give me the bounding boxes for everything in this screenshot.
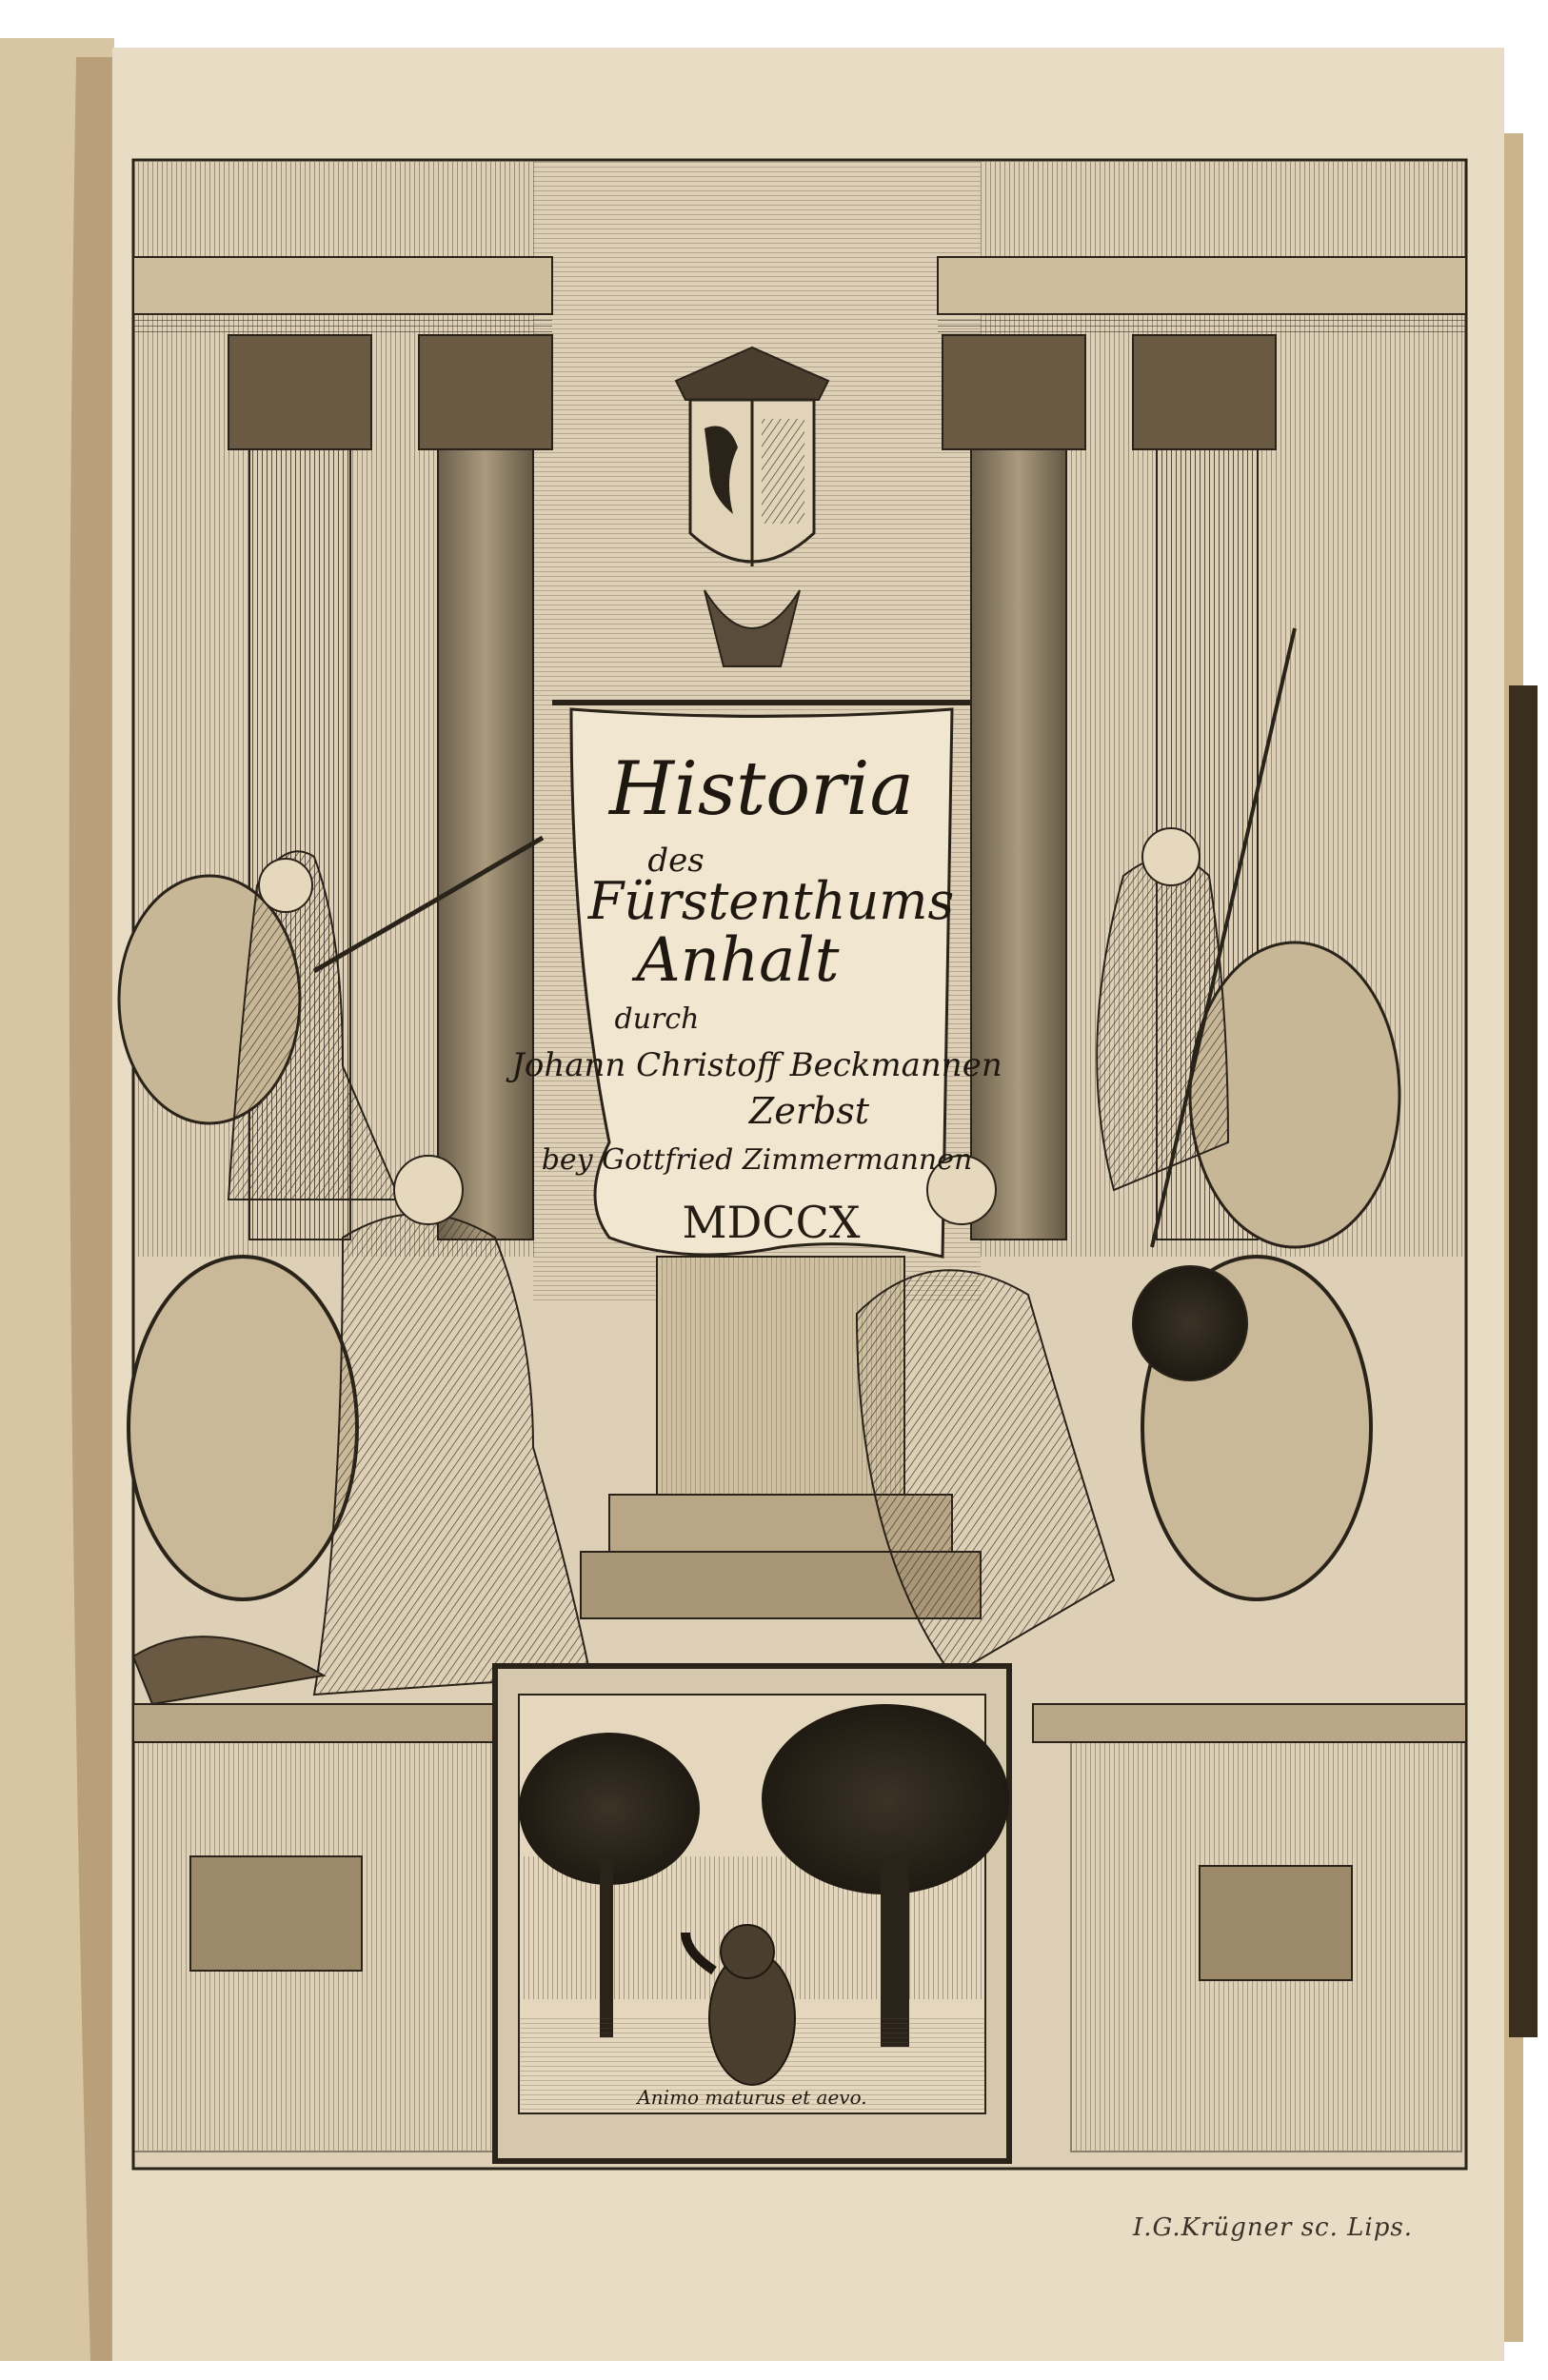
right-plinth bbox=[1033, 1704, 1466, 2152]
banner-year: MDCCX bbox=[682, 1197, 861, 1248]
banner-place: Anhalt bbox=[636, 925, 840, 996]
engraver-credit: I.G.Krügner sc. Lips. bbox=[1133, 2213, 1413, 2242]
right-entablature bbox=[938, 257, 1466, 314]
book-spine-shadow bbox=[1509, 685, 1538, 2037]
vignette-motto: Animo maturus et aevo. bbox=[637, 2086, 867, 2109]
left-entablature bbox=[133, 257, 552, 314]
banner-title: Historia bbox=[608, 746, 915, 832]
banner-author: Johann Christoff Beckmannen bbox=[511, 1046, 1002, 1084]
banner-des: des bbox=[647, 842, 705, 880]
banner-publisher: bey Gottfried Zimmermannen bbox=[541, 1143, 973, 1177]
banner-city: Zerbst bbox=[748, 1090, 870, 1132]
banner-principality: Fürstenthums bbox=[587, 871, 955, 931]
left-plinth bbox=[133, 1704, 533, 2152]
banner-durch: durch bbox=[614, 1002, 700, 1036]
